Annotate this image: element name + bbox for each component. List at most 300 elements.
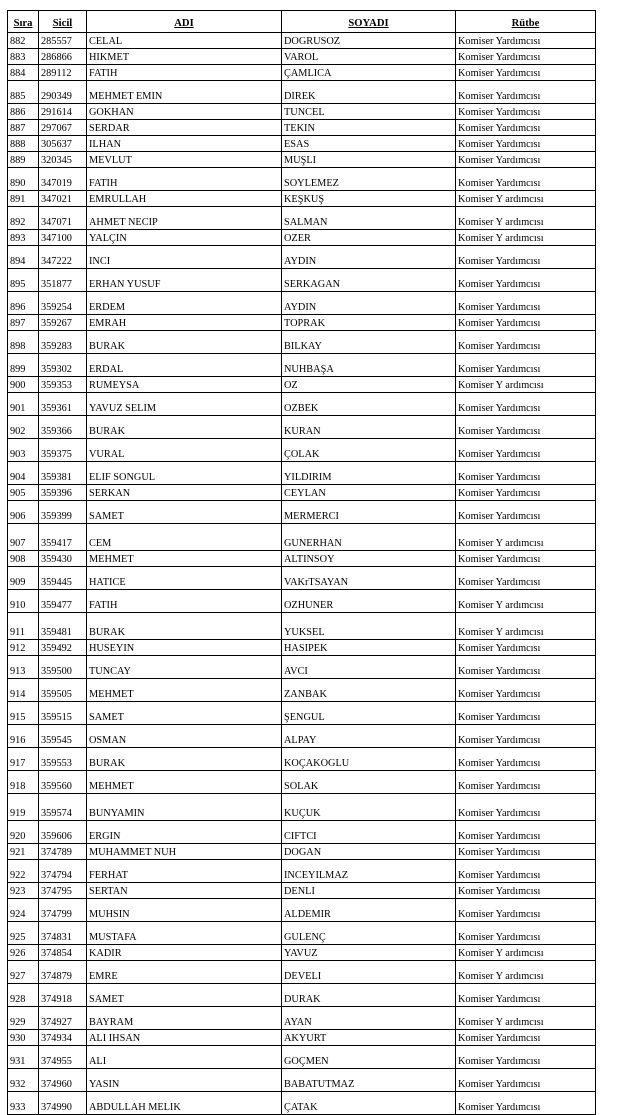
cell-sicil: 359492 [39,640,87,656]
column-header-adi [87,11,282,33]
cell-sicil: 359553 [39,748,87,771]
cell-soyadi: GUNERHAN [282,524,456,551]
cell-sira: 888 [8,136,39,152]
cell-soyadi: VAKrTSAYAN [282,567,456,590]
table-row [8,152,596,168]
cell-rutbe: Komiser Yardımcısı [456,725,596,748]
cell-sicil: 305637 [39,136,87,152]
cell-soyadi: KUÇUK [282,794,456,821]
table-row [8,168,596,191]
cell-sira: 914 [8,679,39,702]
table-head [8,11,596,33]
cell-rutbe: Komiser Yardımcısı [456,844,596,860]
cell-rutbe: Komiser Yardımcısı [456,899,596,922]
cell-sira: 902 [8,416,39,439]
cell-rutbe: Komiser Y ardımcısı [456,1007,596,1030]
table-row [8,230,596,246]
cell-soyadi: SERKAGAN [282,269,456,292]
cell-adi: MEHMET [87,679,282,702]
cell-adi: SERKAN [87,485,282,501]
cell-sicil: 286866 [39,49,87,65]
cell-soyadi: DURAK [282,984,456,1007]
cell-adi: KADIR [87,945,282,961]
cell-soyadi: VAROL [282,49,456,65]
cell-soyadi: ESAS [282,136,456,152]
table-row [8,922,596,945]
cell-rutbe: Komiser Yardımcısı [456,269,596,292]
cell-soyadi: DEVELI [282,961,456,984]
cell-adi: MEHMET EMIN [87,81,282,104]
cell-adi: YAVUZ SELIM [87,393,282,416]
table-row [8,771,596,794]
cell-soyadi: TOPRAK [282,315,456,331]
table-row [8,590,596,613]
cell-rutbe: Komiser Yardımcısı [456,1069,596,1092]
cell-sicil: 359302 [39,354,87,377]
cell-sicil: 285557 [39,33,87,49]
cell-rutbe: Komiser Y ardımcısı [456,377,596,393]
cell-sicil: 374794 [39,860,87,883]
table-row [8,136,596,152]
cell-sicil: 347071 [39,207,87,230]
cell-rutbe: Komiser Yardımcısı [456,1030,596,1046]
personnel-roster-table [7,10,596,1115]
cell-adi: EMRAH [87,315,282,331]
table-row [8,246,596,269]
cell-sira: 893 [8,230,39,246]
cell-sira: 913 [8,656,39,679]
cell-sicil: 374795 [39,883,87,899]
cell-rutbe: Komiser Yardımcısı [456,748,596,771]
table-row [8,120,596,136]
cell-soyadi: GULENÇ [282,922,456,945]
cell-adi: CELAL [87,33,282,49]
cell-sicil: 359560 [39,771,87,794]
cell-soyadi: TEKIN [282,120,456,136]
cell-adi: SAMET [87,984,282,1007]
table-row [8,439,596,462]
cell-rutbe: Komiser Yardımcısı [456,1092,596,1115]
table-row [8,33,596,49]
cell-adi: RUMEYSA [87,377,282,393]
table-row [8,377,596,393]
cell-rutbe: Komiser Yardımcısı [456,640,596,656]
cell-rutbe: Komiser Yardımcısı [456,65,596,81]
table-row [8,656,596,679]
cell-sicil: 359515 [39,702,87,725]
cell-adi: MUSTAFA [87,922,282,945]
cell-adi: ABDULLAH MELIK [87,1092,282,1115]
table-row [8,354,596,377]
cell-sicil: 359381 [39,462,87,485]
cell-rutbe: Komiser Yardımcısı [456,292,596,315]
cell-adi: INCI [87,246,282,269]
cell-rutbe: Komiser Yardımcısı [456,883,596,899]
table-row [8,821,596,844]
table-row [8,104,596,120]
cell-sira: 901 [8,393,39,416]
table-row [8,269,596,292]
cell-sicil: 359430 [39,551,87,567]
table-row [8,81,596,104]
cell-rutbe: Komiser Y ardımcısı [456,590,596,613]
cell-adi: EMRULLAH [87,191,282,207]
cell-sira: 933 [8,1092,39,1115]
cell-rutbe: Komiser Yardımcısı [456,501,596,524]
table-row [8,984,596,1007]
cell-adi: SERTAN [87,883,282,899]
table-row [8,567,596,590]
cell-adi: BURAK [87,416,282,439]
table-row [8,794,596,821]
cell-adi: MUHAMMET NUH [87,844,282,860]
cell-sicil: 374831 [39,922,87,945]
cell-soyadi: DOGRUSOZ [282,33,456,49]
table-row [8,1069,596,1092]
cell-sicil: 359396 [39,485,87,501]
cell-soyadi: ÇOLAK [282,439,456,462]
cell-soyadi: CIFTCI [282,821,456,844]
table-header-row [8,11,596,33]
cell-sira: 882 [8,33,39,49]
table-row [8,883,596,899]
cell-soyadi: CEYLAN [282,485,456,501]
cell-soyadi: SALMAN [282,207,456,230]
cell-sira: 928 [8,984,39,1007]
cell-rutbe: Komiser Yardımcısı [456,702,596,725]
cell-adi: ERDEM [87,292,282,315]
cell-sicil: 359574 [39,794,87,821]
table-row [8,393,596,416]
cell-adi: MEVLUT [87,152,282,168]
cell-adi: FATIH [87,65,282,81]
column-header-sira [8,11,39,33]
cell-sira: 903 [8,439,39,462]
cell-soyadi: ZANBAK [282,679,456,702]
cell-adi: SERDAR [87,120,282,136]
table-row [8,725,596,748]
cell-rutbe: Komiser Yardımcısı [456,49,596,65]
cell-sicil: 347021 [39,191,87,207]
cell-rutbe: Komiser Yardımcısı [456,771,596,794]
cell-soyadi: AKYURT [282,1030,456,1046]
cell-sicil: 351877 [39,269,87,292]
cell-adi: FERHAT [87,860,282,883]
cell-adi: GOKHAN [87,104,282,120]
cell-rutbe: Komiser Yardımcısı [456,393,596,416]
table-row [8,49,596,65]
cell-rutbe: Komiser Yardımcısı [456,152,596,168]
table-row [8,844,596,860]
cell-rutbe: Komiser Yardımcısı [456,1046,596,1069]
cell-sira: 887 [8,120,39,136]
cell-sira: 892 [8,207,39,230]
cell-sicil: 374960 [39,1069,87,1092]
cell-soyadi: ÇAMLICA [282,65,456,81]
cell-adi: ALI [87,1046,282,1069]
cell-sira: 907 [8,524,39,551]
column-header-rutbe [456,11,596,33]
cell-rutbe: Komiser Yardımcısı [456,794,596,821]
cell-sicil: 359505 [39,679,87,702]
cell-adi: SAMET [87,702,282,725]
cell-soyadi: GOÇMEN [282,1046,456,1069]
cell-adi: HUSEYIN [87,640,282,656]
cell-rutbe: Komiser Y ardımcısı [456,191,596,207]
cell-soyadi: ÇATAK [282,1092,456,1115]
cell-rutbe: Komiser Yardımcısı [456,922,596,945]
table-row [8,613,596,640]
cell-sira: 899 [8,354,39,377]
cell-soyadi: AYDIN [282,292,456,315]
cell-rutbe: Komiser Y ardımcısı [456,524,596,551]
cell-sicil: 359361 [39,393,87,416]
cell-sira: 908 [8,551,39,567]
cell-adi: MUHSIN [87,899,282,922]
cell-soyadi: AVCI [282,656,456,679]
table-row [8,462,596,485]
cell-soyadi: AYAN [282,1007,456,1030]
cell-adi: BURAK [87,331,282,354]
cell-sira: 923 [8,883,39,899]
column-header-sicil-label: Sicil [52,18,73,30]
cell-sicil: 374927 [39,1007,87,1030]
cell-rutbe: Komiser Yardımcısı [456,821,596,844]
cell-soyadi: OZBEK [282,393,456,416]
table-row [8,551,596,567]
cell-sicil: 359477 [39,590,87,613]
cell-sira: 920 [8,821,39,844]
cell-sira: 925 [8,922,39,945]
cell-adi: FATIH [87,168,282,191]
cell-soyadi: INCEYILMAZ [282,860,456,883]
cell-sira: 918 [8,771,39,794]
cell-soyadi: DIREK [282,81,456,104]
cell-soyadi: SOYLEMEZ [282,168,456,191]
cell-adi: BURAK [87,613,282,640]
cell-sira: 917 [8,748,39,771]
cell-adi: BURAK [87,748,282,771]
cell-soyadi: DOGAN [282,844,456,860]
column-header-soyadi-label: SOYADI [348,18,389,30]
cell-soyadi: YILDIRIM [282,462,456,485]
cell-soyadi: DENLI [282,883,456,899]
table-body [8,33,596,1115]
cell-sicil: 359267 [39,315,87,331]
cell-adi: YASIN [87,1069,282,1092]
cell-adi: TUNCAY [87,656,282,679]
cell-sira: 915 [8,702,39,725]
cell-soyadi: KOÇAKOGLU [282,748,456,771]
table-row [8,945,596,961]
cell-sira: 889 [8,152,39,168]
cell-sira: 919 [8,794,39,821]
cell-sicil: 374934 [39,1030,87,1046]
table-row [8,1092,596,1115]
cell-adi: ERDAL [87,354,282,377]
cell-sira: 885 [8,81,39,104]
cell-sira: 904 [8,462,39,485]
cell-sicil: 359606 [39,821,87,844]
cell-sira: 895 [8,269,39,292]
cell-sira: 900 [8,377,39,393]
cell-soyadi: OZHUNER [282,590,456,613]
cell-soyadi: BILKAY [282,331,456,354]
cell-sicil: 359399 [39,501,87,524]
cell-adi: ERGIN [87,821,282,844]
cell-sira: 916 [8,725,39,748]
table-row [8,315,596,331]
cell-adi: YALÇIN [87,230,282,246]
cell-sicil: 374918 [39,984,87,1007]
cell-sira: 909 [8,567,39,590]
cell-sira: 930 [8,1030,39,1046]
column-header-adi-label: ADI [174,18,194,30]
cell-sicil: 347100 [39,230,87,246]
cell-sira: 894 [8,246,39,269]
cell-adi: HATICE [87,567,282,590]
cell-sicil: 374879 [39,961,87,984]
cell-sicil: 374955 [39,1046,87,1069]
cell-rutbe: Komiser Yardımcısı [456,485,596,501]
cell-sira: 912 [8,640,39,656]
column-header-sira-label: Sıra [13,18,33,30]
cell-adi: BAYRAM [87,1007,282,1030]
cell-rutbe: Komiser Yardımcısı [456,984,596,1007]
table-row [8,640,596,656]
cell-soyadi: TUNCEL [282,104,456,120]
cell-sicil: 359254 [39,292,87,315]
cell-adi: ERHAN YUSUF [87,269,282,292]
cell-adi: SAMET [87,501,282,524]
cell-sicil: 290349 [39,81,87,104]
cell-sira: 884 [8,65,39,81]
table-row [8,65,596,81]
cell-rutbe: Komiser Y ardımcısı [456,945,596,961]
column-header-rutbe-label: Rütbe [511,18,540,30]
table-row [8,899,596,922]
cell-sicil: 359481 [39,613,87,640]
cell-rutbe: Komiser Yardımcısı [456,33,596,49]
cell-sicil: 297067 [39,120,87,136]
cell-sira: 896 [8,292,39,315]
table-row [8,292,596,315]
cell-adi: ALI IHSAN [87,1030,282,1046]
cell-sira: 926 [8,945,39,961]
cell-sicil: 359366 [39,416,87,439]
cell-adi: MEHMET [87,551,282,567]
table-row [8,501,596,524]
table-row [8,1007,596,1030]
table-row [8,1030,596,1046]
table-row [8,524,596,551]
table-row [8,860,596,883]
cell-sicil: 347222 [39,246,87,269]
cell-rutbe: Komiser Yardımcısı [456,331,596,354]
cell-adi: VURAL [87,439,282,462]
cell-sira: 897 [8,315,39,331]
cell-rutbe: Komiser Yardımcısı [456,567,596,590]
cell-sira: 924 [8,899,39,922]
cell-adi: EMRE [87,961,282,984]
cell-rutbe: Komiser Yardımcısı [456,168,596,191]
table-row [8,191,596,207]
cell-rutbe: Komiser Y ardımcısı [456,961,596,984]
cell-rutbe: Komiser Yardımcısı [456,120,596,136]
cell-rutbe: Komiser Yardımcısı [456,136,596,152]
cell-soyadi: YAVUZ [282,945,456,961]
table-row [8,679,596,702]
cell-rutbe: Komiser Yardımcısı [456,860,596,883]
cell-adi: ELIF SONGUL [87,462,282,485]
cell-sira: 891 [8,191,39,207]
cell-sira: 898 [8,331,39,354]
cell-sicil: 291614 [39,104,87,120]
cell-soyadi: SOLAK [282,771,456,794]
cell-sira: 910 [8,590,39,613]
cell-sicil: 320345 [39,152,87,168]
cell-rutbe: Komiser Yardımcısı [456,462,596,485]
table-row [8,1046,596,1069]
cell-sicil: 359500 [39,656,87,679]
cell-rutbe: Komiser Yardımcısı [456,416,596,439]
cell-rutbe: Komiser Yardımcısı [456,551,596,567]
cell-sira: 927 [8,961,39,984]
cell-rutbe: Komiser Yardımcısı [456,439,596,462]
cell-soyadi: YUKSEL [282,613,456,640]
cell-rutbe: Komiser Y ardımcısı [456,207,596,230]
cell-soyadi: ALDEMIR [282,899,456,922]
table-row [8,485,596,501]
cell-adi: HIKMET [87,49,282,65]
cell-sicil: 359545 [39,725,87,748]
cell-sira: 932 [8,1069,39,1092]
cell-soyadi: NUHBAŞA [282,354,456,377]
cell-sicil: 374854 [39,945,87,961]
cell-soyadi: BABATUTMAZ [282,1069,456,1092]
cell-sira: 931 [8,1046,39,1069]
cell-soyadi: ALPAY [282,725,456,748]
cell-soyadi: HASIPEK [282,640,456,656]
cell-adi: OSMAN [87,725,282,748]
cell-sira: 883 [8,49,39,65]
cell-sira: 905 [8,485,39,501]
cell-soyadi: OZER [282,230,456,246]
cell-sicil: 374789 [39,844,87,860]
cell-sira: 906 [8,501,39,524]
cell-soyadi: AYDIN [282,246,456,269]
cell-rutbe: Komiser Y ardımcısı [456,230,596,246]
cell-sira: 890 [8,168,39,191]
cell-sira: 921 [8,844,39,860]
cell-rutbe: Komiser Yardımcısı [456,81,596,104]
cell-sicil: 347019 [39,168,87,191]
table-row [8,331,596,354]
cell-soyadi: KEŞKUŞ [282,191,456,207]
cell-adi: FATIH [87,590,282,613]
cell-rutbe: Komiser Yardımcısı [456,104,596,120]
table-row [8,416,596,439]
cell-adi: CEM [87,524,282,551]
cell-soyadi: MERMERCI [282,501,456,524]
cell-soyadi: MUŞLI [282,152,456,168]
column-header-soyadi [282,11,456,33]
table-row [8,207,596,230]
cell-sicil: 359445 [39,567,87,590]
cell-adi: MEHMET [87,771,282,794]
table-row [8,748,596,771]
cell-rutbe: Komiser Y ardımcısı [456,613,596,640]
